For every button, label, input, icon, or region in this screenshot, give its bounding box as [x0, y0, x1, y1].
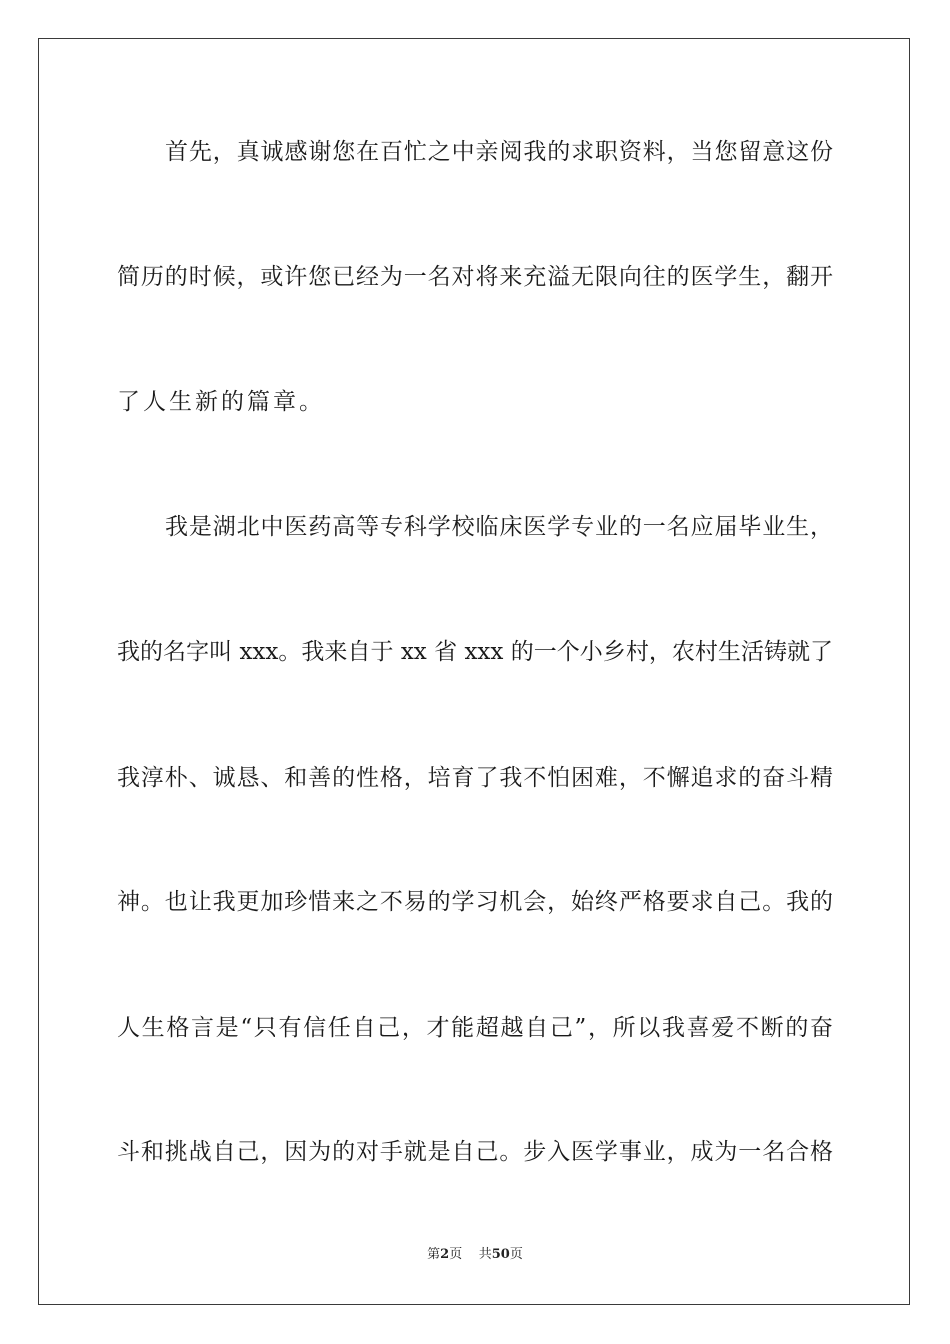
- footer-total-pages: 50: [491, 1247, 510, 1262]
- paragraph-2-line-6: 斗和挑战自己，因为的对手就是自己。步入医学事业，成为一名合格: [117, 1139, 833, 1165]
- paragraph-2-line-5: 人生格言是“只有信任自己，才能超越自己”，所以我喜爱不断的奋: [117, 1015, 833, 1041]
- paragraph-1-line-1: 首先，真诚感谢您在百忙之中亲阅我的求职资料，当您留意这份: [165, 139, 833, 165]
- paragraph-1-line-3: 了人生新的篇章。: [117, 389, 325, 415]
- footer-page-prefix: 第: [427, 1247, 441, 1262]
- page-footer: [0, 1246, 950, 1264]
- paragraph-2-line-1: 我是湖北中医药高等专科学校临床医学专业的一名应届毕业生，: [165, 514, 833, 540]
- footer-page-suffix: 页: [449, 1247, 463, 1262]
- paragraph-2-line-3: 我淳朴、诚恳、和善的性格，培育了我不怕困难，不懈追求的奋斗精: [117, 765, 833, 791]
- paragraph-1-line-2: 简历的时候，或许您已经为一名对将来充溢无限向往的医学生，翻开: [117, 264, 833, 290]
- footer-total-suffix: 页: [509, 1247, 523, 1262]
- paragraph-2-line-2: 我的名字叫 xxx。我来自于 xx 省 xxx 的一个小乡村，农村生活铸就了: [117, 639, 833, 665]
- footer-total-prefix: 共: [478, 1247, 492, 1262]
- footer-page-number: 2: [440, 1247, 450, 1262]
- paragraph-2-line-4: 神。也让我更加珍惜来之不易的学习机会，始终严格要求自己。我的: [117, 889, 833, 915]
- page-border: [38, 38, 910, 1305]
